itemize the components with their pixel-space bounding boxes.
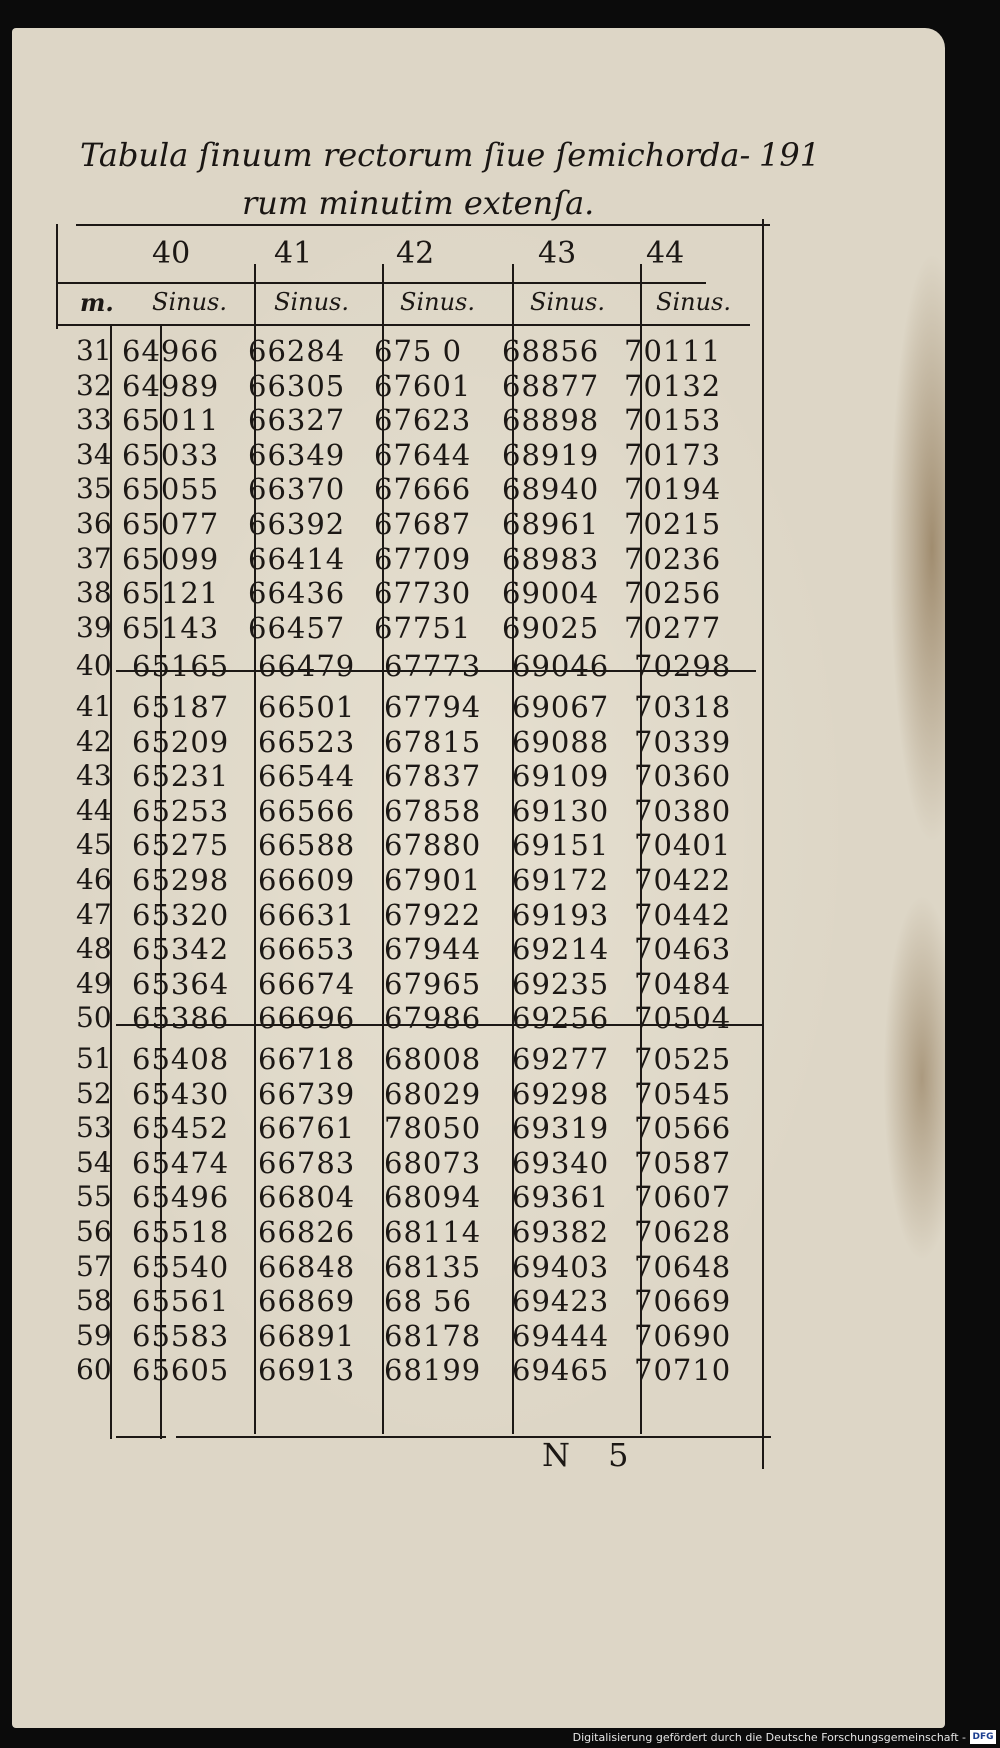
minute-cell: 46 <box>76 863 112 896</box>
sine-value-cell: 65320 <box>132 897 230 932</box>
sine-value-cell: 70525 <box>634 1042 732 1076</box>
sine-value-cell: 69256 <box>512 1001 610 1036</box>
table-row <box>56 759 770 795</box>
minute-cell: 50 <box>76 1001 112 1035</box>
sine-value-cell: 66609 <box>258 863 356 897</box>
sine-value-cell: 69465 <box>512 1353 610 1388</box>
table-row <box>56 1146 770 1182</box>
sine-value-cell: 70339 <box>634 724 732 759</box>
book-page <box>12 28 945 1728</box>
minute-cell: 33 <box>76 403 112 437</box>
minute-cell: 38 <box>76 576 112 610</box>
minute-cell: 35 <box>76 472 112 506</box>
sine-value-cell: 70256 <box>624 576 722 611</box>
funding-notice: Digitalisierung gefördert durch die Deutsche Forschungsgemeinschaft - <box>572 1731 966 1744</box>
sine-value-cell: 69193 <box>512 897 610 932</box>
minute-cell: 59 <box>76 1318 112 1352</box>
sine-value-cell: 66718 <box>258 1042 356 1076</box>
sine-value-cell: 67623 <box>374 403 472 438</box>
sine-value-cell: 66826 <box>258 1215 356 1249</box>
sine-value-cell: 70132 <box>624 368 722 403</box>
minute-cell: 45 <box>76 828 112 862</box>
minute-cell: 57 <box>76 1249 112 1283</box>
sine-value-cell: 70648 <box>634 1249 732 1284</box>
table-title-line-2: rum minutim extenſa. <box>242 184 595 222</box>
page-number: 191 <box>759 136 821 174</box>
table-row <box>56 649 770 685</box>
sine-value-cell: 68919 <box>502 437 600 472</box>
sine-value-cell: 70545 <box>634 1076 732 1111</box>
sine-value-cell: 69382 <box>512 1215 610 1249</box>
table-row <box>56 1077 770 1113</box>
sine-value-cell: 70587 <box>634 1145 732 1180</box>
sine-value-cell: 66349 <box>248 437 346 472</box>
sine-value-cell: 69067 <box>512 690 610 724</box>
bottom-rule <box>176 1436 771 1438</box>
sine-value-cell: 675 0 <box>374 334 463 368</box>
sine-value-cell: 66305 <box>248 368 346 403</box>
sinus-header-42: Sinus. <box>400 288 475 316</box>
sine-value-cell: 65165 <box>132 649 230 684</box>
table-row <box>56 828 770 864</box>
minute-cell: 58 <box>76 1284 112 1318</box>
sine-value-cell: 66674 <box>258 966 356 1001</box>
sine-value-cell: 66501 <box>258 690 356 724</box>
sinus-header-43: Sinus. <box>530 288 605 316</box>
table-row <box>56 725 770 761</box>
sine-value-cell: 70215 <box>624 507 722 541</box>
sine-value-cell: 66913 <box>258 1353 356 1388</box>
sine-value-cell: 67965 <box>384 966 482 1001</box>
table-row <box>56 472 770 508</box>
minute-cell: 48 <box>76 932 112 966</box>
sine-value-cell: 70669 <box>634 1284 732 1319</box>
sine-value-cell: 65561 <box>132 1284 230 1319</box>
sine-value-cell: 65298 <box>132 863 230 897</box>
minute-cell: 51 <box>76 1042 112 1075</box>
table-row <box>56 794 770 830</box>
sine-value-cell: 67730 <box>374 576 472 611</box>
table-row <box>56 611 770 647</box>
sine-value-cell: 70504 <box>634 1001 732 1036</box>
minute-cell: 41 <box>76 690 112 723</box>
minute-column-header: m. <box>80 288 114 317</box>
minute-cell: 37 <box>76 541 112 575</box>
sine-value-cell: 65121 <box>122 576 220 611</box>
sine-value-cell: 67922 <box>384 897 482 932</box>
sine-value-cell: 68114 <box>384 1215 482 1249</box>
degree-44: 44 <box>646 236 685 271</box>
sine-value-cell: 66783 <box>258 1145 356 1180</box>
degree-42: 42 <box>396 236 435 271</box>
top-rule <box>76 224 770 226</box>
sine-value-cell: 66631 <box>258 897 356 932</box>
sine-value-cell: 69004 <box>502 576 600 611</box>
sine-value-cell: 65474 <box>132 1145 230 1180</box>
sine-value-cell: 70277 <box>624 610 722 645</box>
sine-value-cell: 67858 <box>384 793 482 828</box>
sine-value-cell: 67794 <box>384 690 482 724</box>
sine-value-cell: 66544 <box>258 759 356 794</box>
table-row <box>56 1284 770 1320</box>
sine-value-cell: 69046 <box>512 649 610 684</box>
sine-value-cell: 65408 <box>132 1042 230 1076</box>
sine-value-cell: 66804 <box>258 1180 356 1215</box>
sine-value-cell: 70422 <box>634 863 732 897</box>
table-row <box>56 1353 770 1389</box>
sine-value-cell: 70153 <box>624 403 722 438</box>
sine-value-cell: 65187 <box>132 690 230 724</box>
sine-value-cell: 68 56 <box>384 1284 473 1319</box>
sine-value-cell: 66479 <box>258 649 356 684</box>
sine-value-cell: 67986 <box>384 1001 482 1036</box>
sine-value-cell: 67687 <box>374 507 472 541</box>
sine-value-cell: 68135 <box>384 1249 482 1284</box>
sine-value-cell: 65452 <box>132 1111 230 1146</box>
sine-value-cell: 66891 <box>258 1318 356 1353</box>
sine-value-cell: 68178 <box>384 1318 482 1353</box>
degree-41: 41 <box>274 236 313 271</box>
sine-value-cell: 66566 <box>258 793 356 828</box>
sine-value-cell: 67601 <box>374 368 472 403</box>
sine-value-cell: 65209 <box>132 724 230 759</box>
sine-value-cell: 68199 <box>384 1353 482 1388</box>
sine-value-cell: 70566 <box>634 1111 732 1146</box>
sine-value-cell: 70173 <box>624 437 722 472</box>
sine-value-cell: 65275 <box>132 828 230 863</box>
degree-43: 43 <box>538 236 577 271</box>
bottom-rule-left <box>116 1436 166 1438</box>
sinus-header-40: Sinus. <box>152 288 227 316</box>
table-row <box>56 542 770 578</box>
table-row <box>56 1319 770 1355</box>
sine-value-cell: 69361 <box>512 1180 610 1215</box>
sine-value-cell: 66457 <box>248 610 346 645</box>
sine-value-cell: 68877 <box>502 368 600 403</box>
sine-value-cell: 69319 <box>512 1111 610 1146</box>
sine-value-cell: 66284 <box>248 334 346 368</box>
sine-value-cell: 65518 <box>132 1215 230 1249</box>
table-row <box>56 898 770 934</box>
sine-value-cell: 67751 <box>374 610 472 645</box>
table-row <box>56 334 770 370</box>
minute-cell: 54 <box>76 1145 112 1179</box>
sine-value-cell: 69214 <box>512 932 610 967</box>
sine-value-cell: 65605 <box>132 1353 230 1388</box>
sine-value-cell: 69277 <box>512 1042 610 1076</box>
sine-value-cell: 66653 <box>258 932 356 967</box>
sine-value-cell: 65055 <box>122 472 220 507</box>
degree-header-row <box>56 236 770 276</box>
table-row <box>56 438 770 474</box>
sine-value-cell: 70690 <box>634 1318 732 1353</box>
table-row <box>56 932 770 968</box>
minute-cell: 32 <box>76 368 112 402</box>
signature-mark: N 5 <box>542 1436 643 1474</box>
minute-cell: 53 <box>76 1111 112 1145</box>
minute-cell: 42 <box>76 724 112 758</box>
sine-value-cell: 70628 <box>634 1215 732 1249</box>
sine-value-cell: 66327 <box>248 403 346 438</box>
sine-value-cell: 66392 <box>248 507 346 541</box>
table-row <box>56 1250 770 1286</box>
table-row <box>56 576 770 612</box>
sine-value-cell: 66370 <box>248 472 346 507</box>
sine-value-cell: 70463 <box>634 932 732 967</box>
sine-value-cell: 70111 <box>624 334 722 368</box>
sine-value-cell: 70484 <box>634 966 732 1001</box>
sine-value-cell: 68094 <box>384 1180 482 1215</box>
sine-value-cell: 67644 <box>374 437 472 472</box>
minute-cell: 31 <box>76 334 112 367</box>
sine-value-cell: 66848 <box>258 1249 356 1284</box>
sine-value-cell: 70401 <box>634 828 732 863</box>
sine-value-cell: 70298 <box>634 649 732 684</box>
sine-value-cell: 66523 <box>258 724 356 759</box>
sine-value-cell: 65143 <box>122 610 220 645</box>
sine-value-cell: 65231 <box>132 759 230 794</box>
minute-cell: 49 <box>76 966 112 1000</box>
sine-value-cell: 70442 <box>634 897 732 932</box>
table-row <box>56 1001 770 1037</box>
sine-value-cell: 68073 <box>384 1145 482 1180</box>
sine-value-cell: 66696 <box>258 1001 356 1036</box>
table-row <box>56 967 770 1003</box>
sine-value-cell: 67944 <box>384 932 482 967</box>
minute-cell: 43 <box>76 759 112 793</box>
sine-value-cell: 67837 <box>384 759 482 794</box>
sine-value-cell: 69423 <box>512 1284 610 1319</box>
table-row <box>56 1215 770 1251</box>
sine-value-cell: 67666 <box>374 472 472 507</box>
minute-cell: 39 <box>76 610 112 644</box>
sine-value-cell: 70236 <box>624 541 722 576</box>
sine-value-cell: 66739 <box>258 1076 356 1111</box>
sine-value-cell: 66761 <box>258 1111 356 1146</box>
sine-value-cell: 70194 <box>624 472 722 507</box>
table-row <box>56 1042 770 1078</box>
sine-value-cell: 64989 <box>122 368 220 403</box>
sine-value-cell: 67709 <box>374 541 472 576</box>
sinus-header-41: Sinus. <box>274 288 349 316</box>
minute-cell: 36 <box>76 507 112 540</box>
sine-value-cell: 69151 <box>512 828 610 863</box>
sine-value-cell: 69235 <box>512 966 610 1001</box>
sine-value-cell: 69025 <box>502 610 600 645</box>
sine-value-cell: 65011 <box>122 403 220 438</box>
dfg-logo-icon: DFG <box>970 1730 996 1744</box>
sine-value-cell: 65342 <box>132 932 230 967</box>
sine-value-cell: 70607 <box>634 1180 732 1215</box>
sine-value-cell: 67880 <box>384 828 482 863</box>
sine-value-cell: 68983 <box>502 541 600 576</box>
sine-value-cell: 67815 <box>384 724 482 759</box>
sine-value-cell: 68898 <box>502 403 600 438</box>
minute-cell: 52 <box>76 1076 112 1110</box>
minute-cell: 40 <box>76 649 112 683</box>
table-row <box>56 1180 770 1216</box>
sine-value-cell: 66869 <box>258 1284 356 1319</box>
sine-value-cell: 67773 <box>384 649 482 684</box>
minute-cell: 44 <box>76 793 112 827</box>
minute-cell: 56 <box>76 1215 112 1248</box>
sine-value-cell: 70380 <box>634 793 732 828</box>
sine-value-cell: 65583 <box>132 1318 230 1353</box>
sine-value-cell: 68008 <box>384 1042 482 1076</box>
sine-value-cell: 70318 <box>634 690 732 724</box>
sine-value-cell: 65364 <box>132 966 230 1001</box>
sine-value-cell: 65386 <box>132 1001 230 1036</box>
sine-value-cell: 65033 <box>122 437 220 472</box>
degree-rule <box>56 282 706 284</box>
minute-cell: 34 <box>76 437 112 471</box>
sine-value-cell: 69403 <box>512 1249 610 1284</box>
table-title-line-1: Tabula ſinuum rectorum ſiue ſemichorda- <box>80 136 751 174</box>
sine-value-cell: 65253 <box>132 793 230 828</box>
sine-value-cell: 69172 <box>512 863 610 897</box>
sine-value-cell: 66414 <box>248 541 346 576</box>
sine-value-cell: 65496 <box>132 1180 230 1215</box>
minute-cell: 60 <box>76 1353 112 1387</box>
sine-value-cell: 69109 <box>512 759 610 794</box>
minute-cell: 47 <box>76 897 112 931</box>
sine-value-cell: 69340 <box>512 1145 610 1180</box>
sinus-header-44: Sinus. <box>656 288 731 316</box>
table-row <box>56 863 770 899</box>
sine-value-cell: 69088 <box>512 724 610 759</box>
sine-value-cell: 68856 <box>502 334 600 368</box>
sine-value-cell: 65099 <box>122 541 220 576</box>
sine-value-cell: 69130 <box>512 793 610 828</box>
sine-value-cell: 67901 <box>384 863 482 897</box>
sine-value-cell: 78050 <box>384 1111 482 1146</box>
table-row <box>56 1111 770 1147</box>
table-row <box>56 403 770 439</box>
sine-value-cell: 68029 <box>384 1076 482 1111</box>
sine-value-cell: 68961 <box>502 507 600 541</box>
sine-value-cell: 65430 <box>132 1076 230 1111</box>
sine-value-cell: 64966 <box>122 334 220 368</box>
minute-cell: 55 <box>76 1180 112 1214</box>
footer-bar <box>0 1728 1000 1748</box>
sine-table <box>56 224 770 1439</box>
sine-value-cell: 65077 <box>122 507 220 541</box>
degree-40: 40 <box>152 236 191 271</box>
table-row <box>56 690 770 726</box>
sine-value-cell: 66588 <box>258 828 356 863</box>
sine-value-cell: 70360 <box>634 759 732 794</box>
sine-value-cell: 65540 <box>132 1249 230 1284</box>
table-row <box>56 507 770 543</box>
sine-value-cell: 66436 <box>248 576 346 611</box>
sine-value-cell: 69444 <box>512 1318 610 1353</box>
sine-value-cell: 69298 <box>512 1076 610 1111</box>
sine-value-cell: 68940 <box>502 472 600 507</box>
sine-value-cell: 70710 <box>634 1353 732 1388</box>
table-row <box>56 369 770 405</box>
